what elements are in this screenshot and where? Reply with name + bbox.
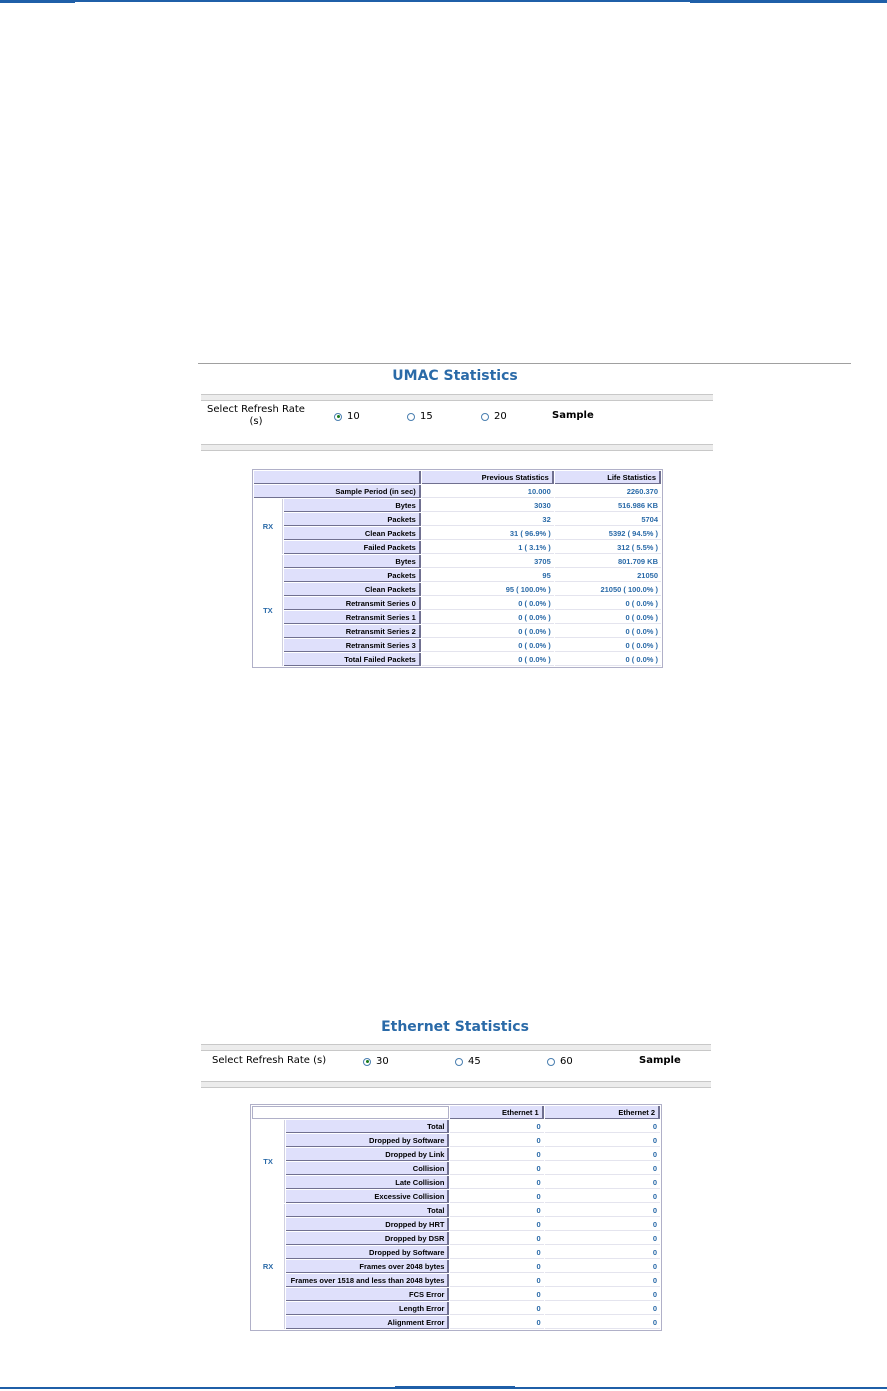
cell-value: 0 ( 0.0% ) bbox=[555, 597, 661, 610]
row-label: Retransmit Series 3 bbox=[284, 639, 421, 652]
group-label-tx: TX bbox=[252, 1120, 285, 1203]
header-blank-cell bbox=[254, 471, 421, 484]
cell-value: 0 bbox=[450, 1190, 543, 1203]
radio-selected-icon[interactable] bbox=[363, 1058, 371, 1066]
table-row bbox=[252, 1260, 660, 1273]
group-label-tx: TX bbox=[254, 555, 283, 666]
umac-divider bbox=[198, 363, 851, 364]
row-label: Dropped by Software bbox=[286, 1134, 449, 1147]
cell-value: 0 ( 0.0% ) bbox=[422, 653, 554, 666]
cell-value: 10.000 bbox=[422, 485, 554, 498]
cell-value: 0 bbox=[545, 1288, 660, 1301]
table-header-row bbox=[252, 1106, 660, 1119]
refresh-box-top-band bbox=[201, 1045, 711, 1051]
row-label: Bytes bbox=[284, 555, 421, 568]
umac-title: UMAC Statistics bbox=[392, 368, 518, 384]
cell-value: 0 bbox=[545, 1232, 660, 1245]
table-row bbox=[252, 1246, 660, 1259]
umac-radio-15[interactable] bbox=[407, 411, 433, 422]
column-header: Life Statistics bbox=[555, 471, 661, 484]
refresh-box-bottom-band bbox=[201, 444, 713, 450]
ethernet-refresh-label: Select Refresh Rate (s) bbox=[212, 1055, 327, 1066]
table-row bbox=[254, 499, 661, 512]
table-row bbox=[252, 1190, 660, 1203]
radio-icon[interactable] bbox=[547, 1058, 555, 1066]
row-label: Dropped by DSR bbox=[286, 1232, 449, 1245]
radio-label: 45 bbox=[468, 1056, 481, 1067]
table-row bbox=[252, 1302, 660, 1315]
table-row bbox=[252, 1176, 660, 1189]
cell-value: 0 bbox=[450, 1148, 543, 1161]
cell-value: 312 ( 5.5% ) bbox=[555, 541, 661, 554]
row-label: Total bbox=[286, 1204, 449, 1217]
cell-value: 0 bbox=[450, 1232, 543, 1245]
cell-value: 2260.370 bbox=[555, 485, 661, 498]
cell-value: 0 bbox=[545, 1316, 660, 1329]
umac-refresh-label: Select Refresh Rate (s) bbox=[207, 404, 305, 427]
table-row bbox=[254, 639, 661, 652]
row-label: Dropped by Link bbox=[286, 1148, 449, 1161]
page-top-rule-left bbox=[0, 0, 75, 3]
row-label: Bytes bbox=[284, 499, 421, 512]
radio-icon[interactable] bbox=[455, 1058, 463, 1066]
row-label: Sample Period (in sec) bbox=[254, 485, 421, 498]
refresh-box-bottom-band bbox=[201, 1081, 711, 1087]
cell-value: 0 bbox=[545, 1190, 660, 1203]
group-label-rx: RX bbox=[252, 1204, 285, 1329]
radio-label: 20 bbox=[494, 411, 507, 422]
radio-label: 15 bbox=[420, 411, 433, 422]
table-row bbox=[254, 485, 661, 498]
table-header-row bbox=[254, 471, 661, 484]
table-row bbox=[254, 541, 661, 554]
cell-value: 31 ( 96.9% ) bbox=[422, 527, 554, 540]
row-label: Clean Packets bbox=[284, 527, 421, 540]
cell-value: 0 bbox=[545, 1176, 660, 1189]
cell-value: 0 bbox=[545, 1246, 660, 1259]
table-row bbox=[252, 1162, 660, 1175]
table-row bbox=[252, 1232, 660, 1245]
cell-value: 0 bbox=[545, 1148, 660, 1161]
table-row bbox=[254, 597, 661, 610]
row-label: Total Failed Packets bbox=[284, 653, 421, 666]
row-label: Clean Packets bbox=[284, 583, 421, 596]
cell-value: 0 ( 0.0% ) bbox=[555, 625, 661, 638]
cell-value: 0 bbox=[450, 1274, 543, 1287]
table-row bbox=[254, 555, 661, 568]
row-label: Retransmit Series 1 bbox=[284, 611, 421, 624]
cell-value: 0 ( 0.0% ) bbox=[422, 625, 554, 638]
table-row bbox=[254, 569, 661, 582]
table-row bbox=[254, 527, 661, 540]
cell-value: 0 bbox=[450, 1302, 543, 1315]
row-label: Excessive Collision bbox=[286, 1190, 449, 1203]
row-label: Late Collision bbox=[286, 1176, 449, 1189]
column-header: Ethernet 1 bbox=[450, 1106, 543, 1119]
ethernet-sample-label: Sample bbox=[639, 1055, 681, 1066]
cell-value: 21050 bbox=[555, 569, 661, 582]
column-header: Ethernet 2 bbox=[545, 1106, 660, 1119]
table-row bbox=[252, 1134, 660, 1147]
radio-icon[interactable] bbox=[407, 413, 415, 421]
row-label: Packets bbox=[284, 513, 421, 526]
page-top-rule-right bbox=[690, 0, 887, 3]
radio-icon[interactable] bbox=[481, 413, 489, 421]
cell-value: 0 bbox=[450, 1134, 543, 1147]
table-row bbox=[254, 583, 661, 596]
cell-value: 0 bbox=[450, 1316, 543, 1329]
cell-value: 0 ( 0.0% ) bbox=[555, 611, 661, 624]
table-row bbox=[252, 1204, 660, 1217]
cell-value: 0 bbox=[450, 1120, 543, 1133]
row-label: Collision bbox=[286, 1162, 449, 1175]
cell-value: 0 ( 0.0% ) bbox=[555, 653, 661, 666]
row-label: Retransmit Series 2 bbox=[284, 625, 421, 638]
cell-value: 0 bbox=[450, 1204, 543, 1217]
table-row bbox=[254, 611, 661, 624]
row-label: Total bbox=[286, 1120, 449, 1133]
radio-selected-icon[interactable] bbox=[334, 413, 342, 421]
cell-value: 0 bbox=[450, 1162, 543, 1175]
page-bottom-rule-accent bbox=[395, 1386, 515, 1389]
row-label: Length Error bbox=[286, 1302, 449, 1315]
umac-sample-label: Sample bbox=[552, 410, 594, 421]
row-label: Alignment Error bbox=[286, 1316, 449, 1329]
table-row bbox=[252, 1274, 660, 1287]
cell-value: 0 ( 0.0% ) bbox=[422, 639, 554, 652]
row-label: Frames over 2048 bytes bbox=[286, 1260, 449, 1273]
table-row bbox=[252, 1148, 660, 1161]
umac-radio-20[interactable] bbox=[481, 411, 507, 422]
refresh-box-top-band bbox=[201, 395, 713, 401]
cell-value: 1 ( 3.1% ) bbox=[422, 541, 554, 554]
cell-value: 0 bbox=[545, 1260, 660, 1273]
cell-value: 0 ( 0.0% ) bbox=[422, 597, 554, 610]
cell-value: 32 bbox=[422, 513, 554, 526]
cell-value: 0 bbox=[545, 1134, 660, 1147]
cell-value: 0 bbox=[450, 1260, 543, 1273]
cell-value: 0 ( 0.0% ) bbox=[555, 639, 661, 652]
cell-value: 0 bbox=[545, 1120, 660, 1133]
table-row bbox=[254, 625, 661, 638]
cell-value: 0 ( 0.0% ) bbox=[422, 611, 554, 624]
radio-label: 60 bbox=[560, 1056, 573, 1067]
cell-value: 95 bbox=[422, 569, 554, 582]
table-row bbox=[254, 653, 661, 666]
row-label: Packets bbox=[284, 569, 421, 582]
cell-value: 95 ( 100.0% ) bbox=[422, 583, 554, 596]
table-row bbox=[252, 1120, 660, 1133]
cell-value: 5704 bbox=[555, 513, 661, 526]
ethernet-title: Ethernet Statistics bbox=[381, 1019, 529, 1035]
row-label: Frames over 1518 and less than 2048 bytes bbox=[286, 1274, 449, 1287]
cell-value: 516.986 KB bbox=[555, 499, 661, 512]
cell-value: 3030 bbox=[422, 499, 554, 512]
table-row bbox=[254, 513, 661, 526]
cell-value: 21050 ( 100.0% ) bbox=[555, 583, 661, 596]
cell-value: 0 bbox=[545, 1218, 660, 1231]
umac-stats-table bbox=[252, 469, 663, 668]
group-label-rx: RX bbox=[254, 499, 283, 554]
column-header: Previous Statistics bbox=[422, 471, 554, 484]
cell-value: 3705 bbox=[422, 555, 554, 568]
ethernet-stats-table bbox=[250, 1104, 662, 1331]
cell-value: 801.709 KB bbox=[555, 555, 661, 568]
row-label: Dropped by HRT bbox=[286, 1218, 449, 1231]
row-label: FCS Error bbox=[286, 1288, 449, 1301]
header-blank-cell bbox=[252, 1106, 449, 1119]
cell-value: 0 bbox=[450, 1246, 543, 1259]
table-row bbox=[252, 1316, 660, 1329]
cell-value: 5392 ( 94.5% ) bbox=[555, 527, 661, 540]
table-row bbox=[252, 1288, 660, 1301]
row-label: Failed Packets bbox=[284, 541, 421, 554]
cell-value: 0 bbox=[450, 1288, 543, 1301]
umac-radio-10[interactable] bbox=[334, 411, 360, 422]
table-row bbox=[252, 1218, 660, 1231]
cell-value: 0 bbox=[545, 1204, 660, 1217]
row-label: Retransmit Series 0 bbox=[284, 597, 421, 610]
cell-value: 0 bbox=[545, 1162, 660, 1175]
ethernet-radio-30[interactable] bbox=[363, 1056, 389, 1067]
cell-value: 0 bbox=[450, 1176, 543, 1189]
radio-label: 10 bbox=[347, 411, 360, 422]
radio-label: 30 bbox=[376, 1056, 389, 1067]
row-label: Dropped by Software bbox=[286, 1246, 449, 1259]
cell-value: 0 bbox=[450, 1218, 543, 1231]
cell-value: 0 bbox=[545, 1274, 660, 1287]
ethernet-radio-60[interactable] bbox=[547, 1056, 573, 1067]
ethernet-radio-45[interactable] bbox=[455, 1056, 481, 1067]
cell-value: 0 bbox=[545, 1302, 660, 1315]
